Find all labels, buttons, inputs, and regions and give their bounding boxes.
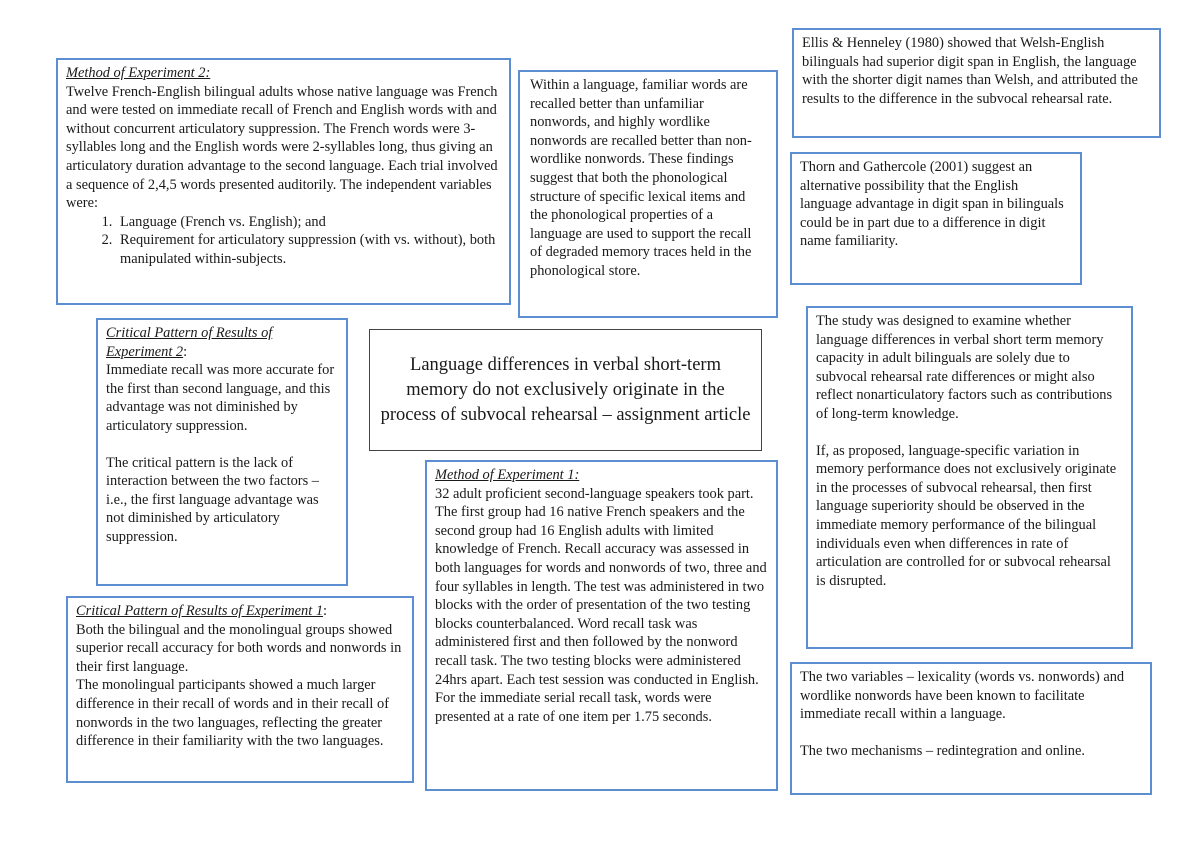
study-design-box: [806, 306, 1133, 649]
study-design-para1: The study was designed to examine whether language differences in verbal short term memory capacity in adult bilinguals are solely due to subvocal rehearsal rate differences or might also reflect nonarticulatory factors such as contributions of long-term knowledge.: [816, 313, 1113, 422]
two-variables-para1: The two variables – lexicality (words vs. nonwords) and wordlike nonwords have been known to facilitate immediate recall within a language.: [800, 669, 1125, 723]
method-exp2-list-item: 2. Requirement for articulatory suppression (with vs. without), both manipulated within-subjects.: [116, 231, 501, 268]
crit-exp1-para2: The monolingual participants showed a much larger difference in their recall of words and in their recall of nonwords in the two languages, reflecting the greater difference in their familiarity with the two languages.: [76, 677, 389, 750]
crit-exp2-para2: The critical pattern is the lack of interaction between the two factors – i.e., the first language advantage was not diminished by articulatory suppression.: [106, 454, 319, 545]
two-variables-box: [790, 662, 1152, 795]
crit-exp2-box: [96, 318, 348, 586]
paragraph-gap: [800, 724, 1142, 742]
method-exp2-list-item: 1. Language (French vs. English); and: [116, 213, 501, 232]
method-exp2-box: [56, 58, 511, 305]
crit-exp1-box: [66, 596, 414, 783]
ellis-box: [792, 28, 1161, 138]
crit-exp1-para1: Both the bilingual and the monolingual groups showed superior recall accuracy for both words and nonwords in their first language.: [76, 621, 402, 675]
crit-exp1-heading-line: [76, 602, 404, 621]
method-exp1-text: 32 adult proficient second-language speakers took part. The first group had 16 native French speakers and the second group had 16 English adults with limited knowledge of French. Recall accuracy was assessed in both languages for words and nonwords of two, three and four syllables in length. The test was administered in two blocks with the order of presentation of the two testing blocks counterbalanced. Word recall task was administered first and then followed by the nonword recall task. The two testing blocks were administered 24hrs apart. Each test session was conducted in English. For the immediate serial recall task, words were presented at a rate of one item per 1.75 seconds.: [435, 485, 767, 725]
crit-exp1-heading-colon: :: [323, 603, 328, 619]
title-box: [369, 329, 762, 451]
method-exp1-box: [425, 460, 778, 791]
method-exp2-heading: Method of Experiment 2:: [66, 65, 211, 81]
two-variables-para2: The two mechanisms – redintegration and online.: [800, 742, 1085, 759]
thorn-text: Thorn and Gathercole (2001) suggest an alternative possibility that the English language advantage in digit span in bilinguals could be in part due to a difference in digit name familiarity.: [800, 159, 1064, 250]
crit-exp1-heading: Critical Pattern of Results of Experiment 1: [76, 603, 324, 619]
page-title: Language differences in verbal short-term memory do not exclusively originate in the process of subvocal rehearsal – assignment article: [380, 354, 751, 425]
crit-exp2-para1: Immediate recall was more accurate for the first than second language, and this advantage was not diminished by articulatory suppression.: [106, 362, 335, 434]
study-design-para2: If, as proposed, language-specific variation in memory performance does not exclusively originate in the processes of subvocal rehearsal, then first language superiority should be observed in the immediate memory performance of the bilingual individuals even when differences in rate of articulation are controlled for or subvocal rehearsal is disrupted.: [816, 442, 1117, 589]
crit-exp2-heading: Critical Pattern of Results of Experiment 2: [106, 325, 273, 360]
method-exp2-text: Twelve French-English bilingual adults whose native language was French and were tested on immediate recall of French and English words with and without concurrent articulatory suppression. The French words were 3-syllables long and the English words were 2-syllables long, thus giving an articulatory duration advantage to the second language. Each trial involved a sequence of 2,4,5 words presented auditorily. The independent variables were:: [66, 83, 498, 212]
paragraph-gap: [106, 436, 338, 454]
within-language-box: [518, 70, 778, 318]
within-language-text: Within a language, familiar words are recalled better than unfamiliar nonwords, and highly wordlike nonwords are recalled better than non-wordlike nonwords. These findings suggest that both the phonological structure of specific lexical items and the phonological properties of a language are used to support the recall of degraded memory traces held in the phonological store.: [530, 77, 752, 279]
ellis-text: Ellis & Henneley (1980) showed that Welsh-English bilinguals had superior digit span in English, the language with the shorter digit names than Welsh, and attributed the results to the difference in the subvocal rehearsal rate.: [802, 35, 1138, 107]
thorn-box: [790, 152, 1082, 285]
method-exp2-list: [66, 213, 501, 269]
crit-exp2-heading-line: [106, 324, 338, 361]
paragraph-gap: [816, 424, 1123, 442]
crit-exp2-heading-colon: :: [183, 343, 188, 360]
method-exp1-heading: Method of Experiment 1:: [435, 467, 580, 483]
